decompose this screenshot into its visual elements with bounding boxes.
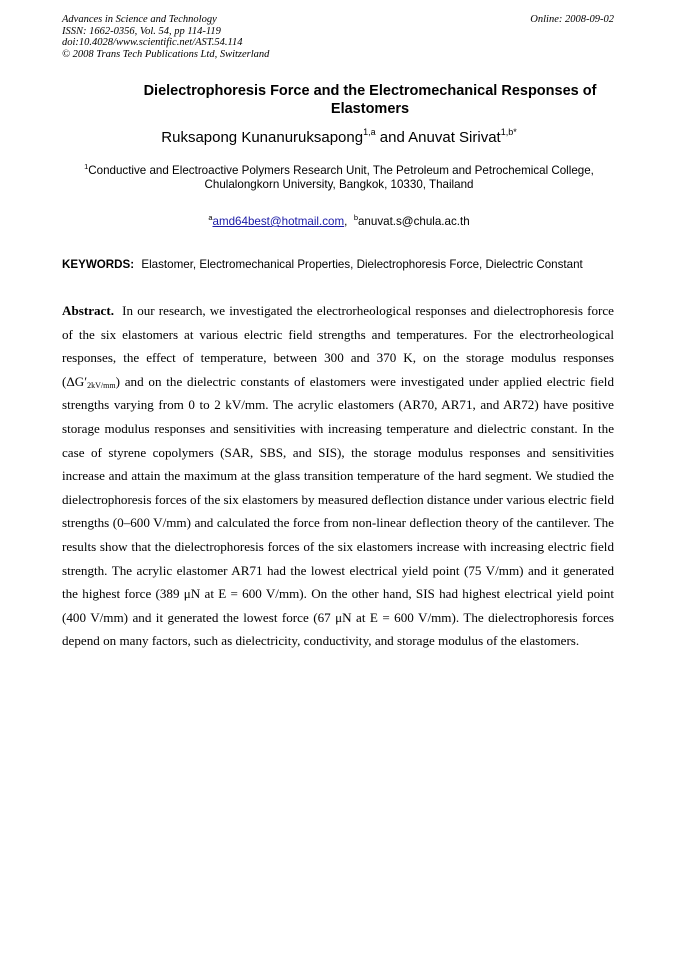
keywords-label: KEYWORDS: [62,258,135,271]
author-name: Ruksapong Kunanuruksapong [161,129,364,146]
affiliation-line-1: Conductive and Electroactive Polymers Research Unit, The Petroleum and Petrochemical College, [88,164,594,177]
journal-meta [62,14,269,60]
paper-title: Dielectrophoresis Force and the Electromechanical Responses of Elastomers [143,83,597,117]
abstract-text-part-2: ) and on the dielectric constants of elastomers were investigated under applied electric field strengths varying from 0 to 2 kV/mm. The acrylic elastomers (AR70, AR71, and AR72) have positive storage modulus responses and sensitivities with increasing temperature and dielectric constant. In the case of styrene copolymers (SAR, SBS, and SIS), the storage modulus responses and sensitivities increase and attain the maximum at the glass transition temperature of the hard segment. We studied the dielectrophoresis forces of the six elastomers by measured deflection distance under various electric field strengths (0–600 V/mm) and calculated the force from non-linear deflection theory of the cantilever. The results show that the dielectrophoresis forces of the six elastomers increase with increasing electric field strength. The acrylic elastomer AR71 had the lowest electrical yield point (75 V/mm) and it generated the highest force (389 μN at E = 600 V/mm). On the other hand, SIS had highest electrical yield point (400 V/mm) and it generated the lowest force (67 μN at E = 600 V/mm). The dielectrophoresis forces depend on many factors, such as dielectricity, conductivity, and storage modulus of the elastomers. [62,373,614,649]
author-affiliation-mark: 1,a [363,127,376,137]
online-date: Online: 2008-09-02 [530,14,614,25]
affiliation [70,164,608,192]
abstract-block [62,299,614,653]
author-name: Anuvat Sirivat [408,129,501,146]
email-mark: a [208,213,213,222]
affiliation-line-2: Chulalongkorn University, Bangkok, 10330, Thailand [204,178,474,192]
journal-name: Advances in Science and Technology [62,14,217,25]
doi-line: doi:10.4028/www.scientific.net/AST.54.114 [62,37,243,48]
abstract-label: Abstract. [62,303,114,318]
keywords-block [62,258,602,272]
issn-line: ISSN: 1662-0356, Vol. 54, pp 114-119 [62,25,221,37]
authors-joiner: and [375,129,409,146]
abstract-text-part-1: In our research, we investigated the electrorheological responses and dielectrophoresis force of the six elastomers at various electric field strengths and temperatures. For the electrorheological responses, the effect of temperature, between 300 and 370 K, on the storage modulus responses (ΔG′ [62,303,614,389]
copyright-line: © 2008 Trans Tech Publications Ltd, Switzerland [62,48,270,60]
email-address: anuvat.s@chula.ac.th [357,215,470,228]
abstract-subscript: 2kV/mm [87,380,116,390]
affiliation-mark: 1 [84,162,89,171]
keywords-text: Elastomer, Electromechanical Properties, Dielectrophoresis Force, Dielectric Constant [141,258,583,271]
author-affiliation-mark: 1,b* [500,127,517,137]
author-list [0,128,678,148]
author-emails: $^a$amd64best@hotmail.com, $^b$anuvat.s@chula.ac.th [208,213,470,228]
email-link[interactable]: amd64best@hotmail.com [212,215,345,228]
email-mark: b [353,213,358,222]
